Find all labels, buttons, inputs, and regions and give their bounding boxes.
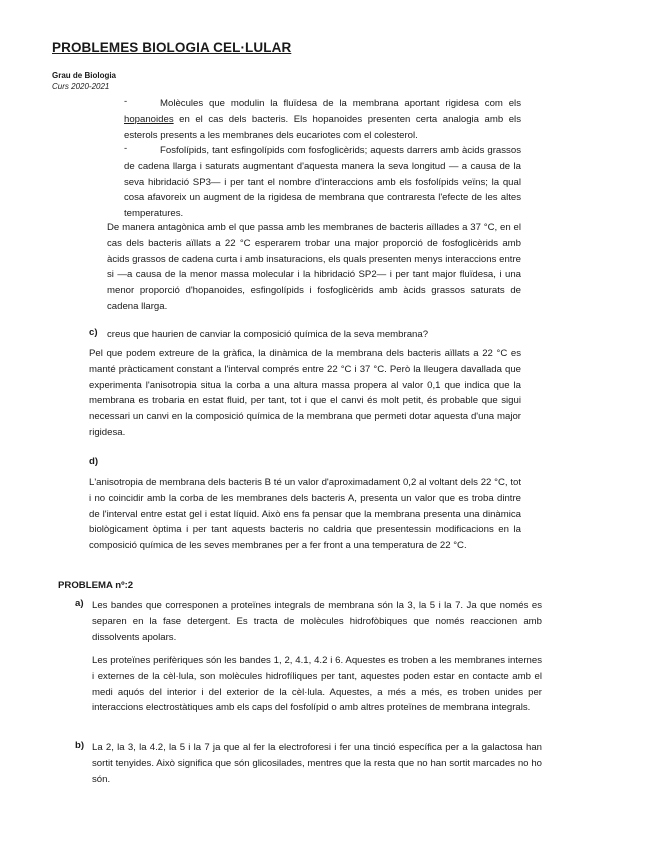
question-c-answer: Pel que podem extreure de la gràfica, la dinàmica de la membrana dels bacteris aïllats a 22 °C es manté pràcticament constant a l'interval comprés entre 22 °C i 37 °C. Però la lleugera davallada que experimenta l'anisotropia situa la corba a una altura massa propera al valor 0,1 que indica que la membrana es trobaria en estat fluid, per tant, tot i que el canvi és molt petit, és probable que sigui necessari un canvi en la composició química de la membrana que permeti dotar aquesta d'una major rigidesa.	[89, 348, 521, 438]
question-c-label: c)	[89, 327, 98, 338]
bullet-dash: -	[124, 143, 128, 154]
degree-label: Grau de Biologia	[52, 71, 117, 80]
bullet-paragraph	[124, 96, 521, 143]
question-d-label: d)	[89, 456, 99, 467]
question-d-answer: L'anisotropia de membrana dels bacteris B té un valor d'aproximadament 0,2 al voltant dels 22 °C, tot i no coincidir amb la corba de les membranes dels bacteris A, presenta un valor que es troba dintre de l'interval entre estat gel i estat líquid. Això ens fa pensar que la membrana presenta una dinàmica biològicament òptima i per tant aquests bacteris no caldria que presentessin modificacions en la composició química de les seves membranes per a fer front a una temperatura de 22 °C.	[89, 477, 521, 552]
bullet-text: en el cas dels bacteris. Els hopanoides presenten certa analogia amb els esterols presents a les membranes dels eucariotes com el colesterol.	[124, 113, 521, 141]
problem-2-heading: PROBLEMA nº:2	[58, 580, 134, 591]
paragraph-antagonic: De manera antagònica amb el que passa amb les membranes de bacteris aïllades a 37 °C, en el cas dels bacteris aïllats a 22 °C esperarem trobar una major proporció de fosfoglicèrids amb àcids grassos de cadena curta i amb insaturacions, els quals presenten menys interaccions entre si —a causa de la menor massa molecular i la hibridació SP2— i per tant major fluïdesa, i una menor proporció d'hopanoides, esfingolípids i fosfoglicèrids amb àcids grassos saturats de cadena llarga.	[107, 222, 521, 312]
problem-2-b-paragraph: La 2, la 3, la 4.2, la 5 i la 7 ja que al fer la electroforesi i fer una tinció específica per a la galactosa han sortit tenyides. Això significa que són glicosilades, mentres que la resta que no han sortit marcades no ho són.	[92, 742, 542, 785]
bullet-dash: -	[124, 96, 128, 107]
course-year: Curs 2020-2021	[52, 82, 110, 91]
problem-2-a-paragraph-2: Les proteïnes perifèriques són les bandes 1, 2, 4.1, 4.2 i 6. Aquestes es troben a les membranes internes i externes de la cèl·lula, son molècules hidrofíliques per tant, aquestes poden estar en contacte amb el medi aquós del interior i del exterior de la cèl·lula. Aquestes, a més a més, es troben unides per interaccions electrostàtiques amb els caps del fosfolípid o amb altres proteïnes de membrana integrals.	[92, 655, 542, 714]
document-title: PROBLEMES BIOLOGIA CEL·LULAR	[52, 40, 292, 55]
hopanoides-term: hopanoides	[124, 113, 174, 125]
problem-2-b-label: b)	[75, 740, 85, 751]
bullet-paragraph: Fosfolípids, tant esfingolípids com fosfoglicèrids; aquests darrers amb àcids grassos de cadena llarga i saturats augmentant d'aquesta manera la seva longitud — a causa de la seva hibridació SP3— i per tant el nombre d'interaccions amb els fosfolípids veïns; la qual cosa afavoreix un augment de la rigidesa de membrana que contraresta l'efecte de les altes temperatures.	[124, 145, 521, 220]
problem-2-a-paragraph-1: Les bandes que corresponen a proteïnes integrals de membrana són la 3, la 5 i la 7. Ja que només es separen en la fase detergent. Es tracta de molècules hidrofòbiques que només reaccionen amb dissolvents apolars.	[92, 600, 542, 643]
question-c-text: creus que haurien de canviar la composició química de la seva membrana?	[107, 329, 429, 340]
bullet-text: Molècules que modulin la fluïdesa de la membrana aportant rigidesa com els	[160, 98, 521, 109]
problem-2-a-label: a)	[75, 598, 84, 609]
